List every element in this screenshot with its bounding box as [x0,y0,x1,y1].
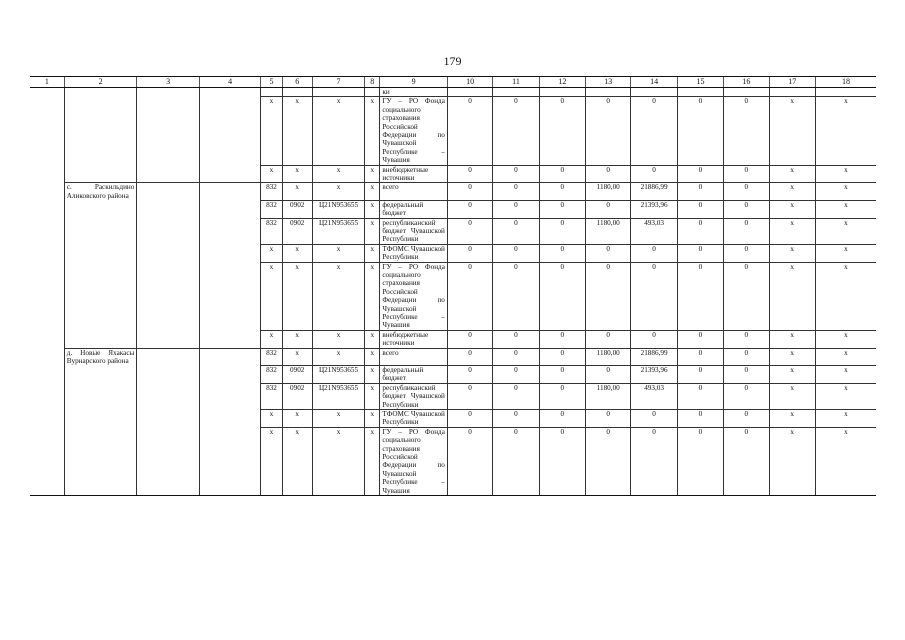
locality-cell [64,200,137,218]
value-cell-12: 0 [539,218,585,244]
funding-source-cell: внебюджетные источники [380,330,448,348]
value-cell-15: 0 [677,366,723,384]
value-cell-17: х [769,244,815,262]
column-number-13: 13 [586,77,631,88]
value-cell-10: 0 [447,97,492,165]
code-cell-c6: х [282,330,312,348]
value-cell-13: 0 [586,244,631,262]
value-cell-15: 0 [677,262,723,330]
column-number-4: 4 [199,77,261,88]
value-cell-18 [815,88,876,97]
code-cell-c5 [261,88,282,97]
table-row [30,200,876,218]
value-cell-16: 0 [724,410,769,428]
column-number-3: 3 [137,77,200,88]
column-number-15: 15 [677,77,723,88]
cell-col-4 [199,165,261,183]
value-cell-17: х [769,218,815,244]
value-cell-17: х [769,366,815,384]
cell-col-3 [137,383,200,409]
value-cell-13: 0 [586,366,631,384]
cell-col-1 [30,200,64,218]
value-cell-15: 0 [677,165,723,183]
value-cell-15: 0 [677,348,723,365]
value-cell-10: 0 [447,183,492,200]
value-cell-12: 0 [539,183,585,200]
column-number-row [30,77,876,88]
code-cell-c6: х [282,97,312,165]
cell-col-3 [137,165,200,183]
cell-col-4 [199,97,261,165]
value-cell-12: 0 [539,262,585,330]
cell-col-1 [30,366,64,384]
value-cell-16: 0 [724,218,769,244]
code-cell-c7: х [312,262,364,330]
code-cell-c7: Ц21N953655 [312,218,364,244]
value-cell-14: 21886,99 [631,348,677,365]
cell-col-1 [30,427,64,495]
code-cell-c8: х [365,366,380,384]
value-cell-15: 0 [677,410,723,428]
value-cell-14: 0 [631,262,677,330]
funding-source-cell: ГУ – РО Фонда социального страхования Российской Федерации по Чувашской Республике – Чувашия [380,97,448,165]
code-cell-c8: х [365,244,380,262]
table-row [30,262,876,330]
locality-cell [64,427,137,495]
cell-col-1 [30,183,64,200]
cell-col-3 [137,244,200,262]
locality-cell [64,244,137,262]
value-cell-11: 0 [493,262,539,330]
value-cell-13: 1180,00 [586,348,631,365]
code-cell-c7: х [312,165,364,183]
code-cell-c6: 0902 [282,200,312,218]
value-cell-10: 0 [447,262,492,330]
locality-cell [64,262,137,330]
cell-col-4 [199,200,261,218]
code-cell-c6: 0902 [282,366,312,384]
value-cell-16: 0 [724,366,769,384]
value-cell-11: 0 [493,383,539,409]
funding-source-cell: всего [380,183,448,200]
value-cell-10: 0 [447,348,492,365]
column-number-5: 5 [261,77,282,88]
value-cell-18: х [815,366,876,384]
cell-col-4 [199,244,261,262]
value-cell-16 [724,88,769,97]
value-cell-11: 0 [493,366,539,384]
value-cell-10 [447,88,492,97]
cell-col-3 [137,183,200,200]
value-cell-12: 0 [539,97,585,165]
value-cell-17 [769,88,815,97]
value-cell-16: 0 [724,330,769,348]
value-cell-16: 0 [724,427,769,495]
value-cell-13 [586,88,631,97]
value-cell-14: 21886,99 [631,183,677,200]
code-cell-c7: Ц21N953655 [312,366,364,384]
code-cell-c7 [312,88,364,97]
value-cell-11: 0 [493,330,539,348]
value-cell-13: 0 [586,330,631,348]
column-number-17: 17 [769,77,815,88]
funding-source-cell: ГУ – РО Фонда социального страхования Российской Федерации по Чувашской Республике – Чувашия [380,427,448,495]
value-cell-11: 0 [493,200,539,218]
cell-col-1 [30,218,64,244]
value-cell-17: х [769,183,815,200]
budget-table [30,76,876,496]
cell-col-3 [137,262,200,330]
value-cell-14: 21393,96 [631,200,677,218]
value-cell-17: х [769,165,815,183]
code-cell-c5: х [261,165,282,183]
column-number-16: 16 [724,77,769,88]
locality-cell [64,218,137,244]
value-cell-14: 0 [631,244,677,262]
value-cell-14: 0 [631,165,677,183]
value-cell-12 [539,88,585,97]
locality-cell: д. Новые Яхакасы Вурнарского района [64,348,137,365]
value-cell-17: х [769,383,815,409]
value-cell-16: 0 [724,383,769,409]
value-cell-13: 0 [586,427,631,495]
code-cell-c6 [282,88,312,97]
cell-col-4 [199,383,261,409]
value-cell-10: 0 [447,330,492,348]
value-cell-14: 21393,96 [631,366,677,384]
value-cell-12: 0 [539,366,585,384]
value-cell-15: 0 [677,244,723,262]
value-cell-11 [493,88,539,97]
table-row [30,366,876,384]
code-cell-c8: х [365,330,380,348]
code-cell-c5: х [261,427,282,495]
code-cell-c5: 832 [261,383,282,409]
value-cell-11: 0 [493,165,539,183]
column-number-2: 2 [64,77,137,88]
cell-col-3 [137,88,200,97]
value-cell-10: 0 [447,410,492,428]
value-cell-14: 0 [631,97,677,165]
table-row [30,88,876,97]
value-cell-11: 0 [493,348,539,365]
value-cell-16: 0 [724,183,769,200]
funding-source-cell: ГУ – РО Фонда социального страхования Российской Федерации по Чувашской Республике – Чувашия [380,262,448,330]
code-cell-c8: х [365,218,380,244]
code-cell-c7: х [312,244,364,262]
code-cell-c5: 832 [261,348,282,365]
value-cell-18: х [815,165,876,183]
table-row [30,348,876,365]
locality-cell [64,165,137,183]
value-cell-15: 0 [677,427,723,495]
code-cell-c5: х [261,244,282,262]
value-cell-14: 493,03 [631,218,677,244]
value-cell-12: 0 [539,348,585,365]
value-cell-12: 0 [539,383,585,409]
code-cell-c6: х [282,262,312,330]
code-cell-c7: Ц21N953655 [312,383,364,409]
cell-col-4 [199,348,261,365]
value-cell-13: 1180,00 [586,183,631,200]
code-cell-c5: 832 [261,183,282,200]
value-cell-12: 0 [539,427,585,495]
cell-col-1 [30,410,64,428]
value-cell-12: 0 [539,410,585,428]
cell-col-3 [137,97,200,165]
table-row [30,183,876,200]
value-cell-13: 1180,00 [586,383,631,409]
value-cell-12: 0 [539,165,585,183]
code-cell-c8: х [365,410,380,428]
code-cell-c8: х [365,262,380,330]
column-number-6: 6 [282,77,312,88]
funding-source-cell: ТФОМС Чувашской Республики [380,410,448,428]
value-cell-13: 0 [586,262,631,330]
cell-col-1 [30,262,64,330]
value-cell-18: х [815,330,876,348]
column-number-18: 18 [815,77,876,88]
funding-source-cell: ки [380,88,448,97]
value-cell-17: х [769,410,815,428]
value-cell-14: 0 [631,410,677,428]
locality-cell [64,410,137,428]
code-cell-c7: х [312,97,364,165]
value-cell-16: 0 [724,348,769,365]
cell-col-3 [137,366,200,384]
code-cell-c5: х [261,330,282,348]
code-cell-c6: х [282,244,312,262]
value-cell-16: 0 [724,200,769,218]
funding-source-cell: федеральный бюджет [380,366,448,384]
code-cell-c8: х [365,427,380,495]
value-cell-15: 0 [677,97,723,165]
value-cell-13: 0 [586,97,631,165]
code-cell-c8: х [365,200,380,218]
cell-col-1 [30,165,64,183]
cell-col-4 [199,366,261,384]
code-cell-c5: х [261,97,282,165]
column-number-14: 14 [631,77,677,88]
value-cell-10: 0 [447,244,492,262]
cell-col-4 [199,88,261,97]
code-cell-c6: х [282,410,312,428]
locality-cell: с. Раскильдино Аликовского района [64,183,137,200]
value-cell-10: 0 [447,383,492,409]
table-row [30,427,876,495]
value-cell-17: х [769,427,815,495]
page-number: 179 [443,54,462,68]
table-row [30,383,876,409]
cell-col-3 [137,427,200,495]
table-row [30,165,876,183]
code-cell-c5: х [261,410,282,428]
code-cell-c6: х [282,165,312,183]
value-cell-13: 0 [586,165,631,183]
value-cell-12: 0 [539,330,585,348]
locality-cell [64,366,137,384]
code-cell-c5: 832 [261,200,282,218]
funding-source-cell: республиканский бюджет Чувашской Республики [380,218,448,244]
code-cell-c7: х [312,183,364,200]
value-cell-11: 0 [493,218,539,244]
funding-source-cell: республиканский бюджет Чувашской Республики [380,383,448,409]
locality-cell [64,383,137,409]
value-cell-10: 0 [447,165,492,183]
code-cell-c8 [365,88,380,97]
cell-col-3 [137,410,200,428]
value-cell-10: 0 [447,200,492,218]
cell-col-3 [137,200,200,218]
value-cell-14: 0 [631,330,677,348]
cell-col-4 [199,427,261,495]
code-cell-c8: х [365,183,380,200]
code-cell-c6: 0902 [282,383,312,409]
value-cell-18: х [815,218,876,244]
value-cell-17: х [769,200,815,218]
cell-col-1 [30,244,64,262]
cell-col-1 [30,88,64,97]
value-cell-11: 0 [493,427,539,495]
table-row [30,244,876,262]
code-cell-c7: х [312,410,364,428]
code-cell-c8: х [365,383,380,409]
column-number-7: 7 [312,77,364,88]
code-cell-c7: х [312,348,364,365]
locality-cell [64,330,137,348]
cell-col-1 [30,330,64,348]
column-number-9: 9 [380,77,448,88]
value-cell-18: х [815,410,876,428]
value-cell-10: 0 [447,366,492,384]
cell-col-1 [30,348,64,365]
value-cell-15 [677,88,723,97]
value-cell-13: 0 [586,200,631,218]
value-cell-16: 0 [724,244,769,262]
table-row [30,330,876,348]
cell-col-3 [137,330,200,348]
value-cell-16: 0 [724,97,769,165]
value-cell-18: х [815,183,876,200]
table-row [30,218,876,244]
value-cell-15: 0 [677,200,723,218]
value-cell-18: х [815,200,876,218]
cell-col-4 [199,183,261,200]
cell-col-4 [199,330,261,348]
funding-source-cell: ТФОМС Чувашской Республики [380,244,448,262]
cell-col-1 [30,383,64,409]
value-cell-11: 0 [493,244,539,262]
code-cell-c6: 0902 [282,218,312,244]
column-number-1: 1 [30,77,64,88]
value-cell-17: х [769,348,815,365]
cell-col-4 [199,262,261,330]
cell-col-1 [30,97,64,165]
cell-col-3 [137,348,200,365]
code-cell-c6: х [282,427,312,495]
value-cell-10: 0 [447,218,492,244]
value-cell-14: 493,03 [631,383,677,409]
cell-col-4 [199,218,261,244]
value-cell-13: 0 [586,410,631,428]
value-cell-17: х [769,97,815,165]
value-cell-17: х [769,330,815,348]
code-cell-c5: х [261,262,282,330]
value-cell-15: 0 [677,330,723,348]
code-cell-c8: х [365,348,380,365]
value-cell-17: х [769,262,815,330]
funding-source-cell: всего [380,348,448,365]
table-row [30,410,876,428]
value-cell-18: х [815,262,876,330]
value-cell-11: 0 [493,410,539,428]
value-cell-15: 0 [677,383,723,409]
code-cell-c5: 832 [261,218,282,244]
value-cell-12: 0 [539,200,585,218]
code-cell-c8: х [365,165,380,183]
value-cell-14: 0 [631,427,677,495]
value-cell-15: 0 [677,218,723,244]
value-cell-13: 1180,00 [586,218,631,244]
cell-col-3 [137,218,200,244]
locality-cell [64,97,137,165]
value-cell-16: 0 [724,262,769,330]
code-cell-c6: х [282,183,312,200]
column-number-8: 8 [365,77,380,88]
funding-source-cell: внебюджетные источники [380,165,448,183]
column-number-11: 11 [493,77,539,88]
value-cell-18: х [815,427,876,495]
value-cell-18: х [815,244,876,262]
funding-source-cell: федеральный бюджет [380,200,448,218]
locality-cell [64,88,137,97]
value-cell-15: 0 [677,183,723,200]
value-cell-11: 0 [493,183,539,200]
value-cell-18: х [815,383,876,409]
code-cell-c7: х [312,330,364,348]
code-cell-c7: Ц21N953655 [312,200,364,218]
column-number-10: 10 [447,77,492,88]
code-cell-c8: х [365,97,380,165]
code-cell-c7: х [312,427,364,495]
value-cell-14 [631,88,677,97]
value-cell-12: 0 [539,244,585,262]
value-cell-18: х [815,348,876,365]
column-number-12: 12 [539,77,585,88]
code-cell-c6: х [282,348,312,365]
code-cell-c5: 832 [261,366,282,384]
value-cell-18: х [815,97,876,165]
value-cell-10: 0 [447,427,492,495]
cell-col-4 [199,410,261,428]
value-cell-11: 0 [493,97,539,165]
table-row [30,97,876,165]
value-cell-16: 0 [724,165,769,183]
